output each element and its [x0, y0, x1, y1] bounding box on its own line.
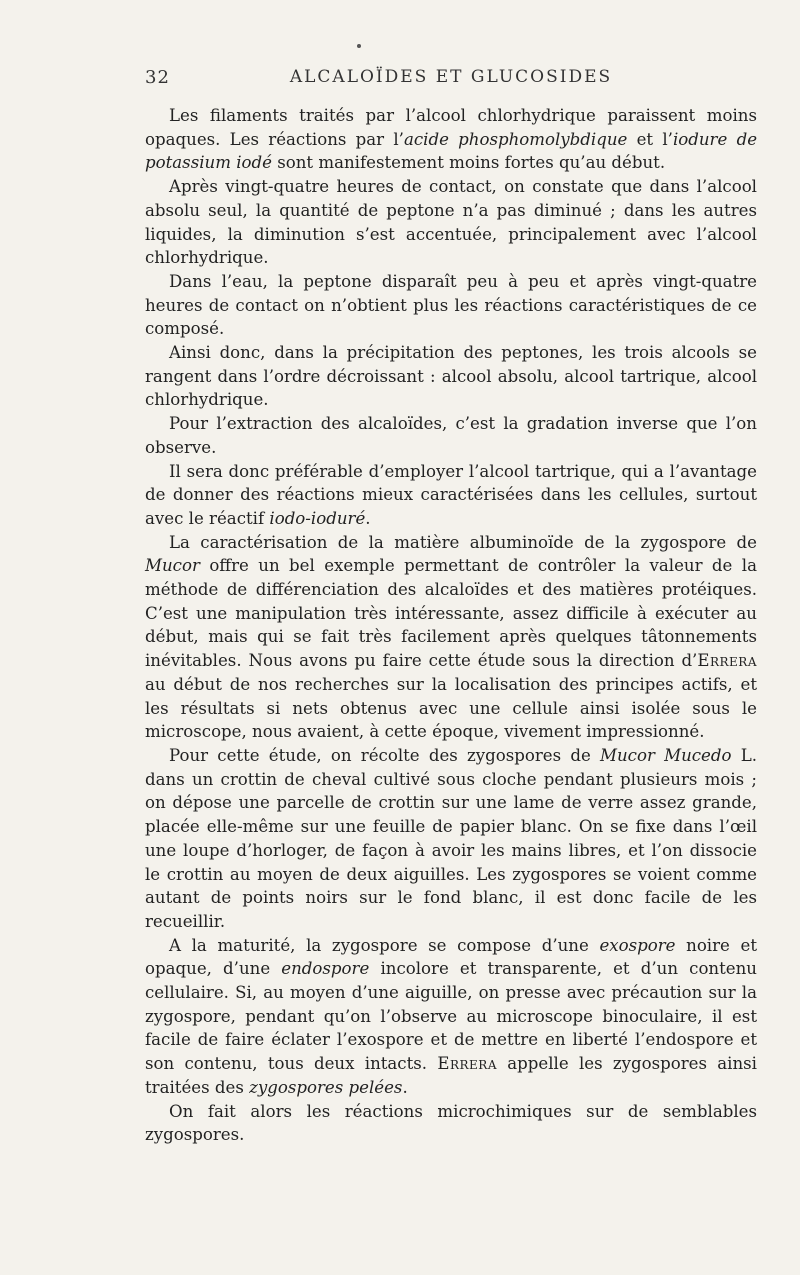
page-number: 32: [145, 67, 170, 88]
body-text: [145, 104, 757, 1147]
page-header: [145, 67, 757, 91]
running-title: ALCALOÏDES ET GLUCOSIDES: [289, 67, 613, 87]
paragraph-3: Dans l’eau, la peptone disparaît peu à peu et après vingt-quatre heures de contact on n’obtient plus les réactions caractéristiques de ce composé.: [145, 271, 757, 339]
paragraph-7: La caractérisation de la matière albuminoïde de la zygospore de Mucor offre un bel exemple permettant de contrôler la valeur de la méthode de différenciation des alcaloïdes et des matières protéiques. C’est une manipulation très intéressante, assez difficile à exécuter au début, mais qui se fait très facilement après quelques tâtonnements inévitables. Nous avons pu faire cette étude sous la direction d’Errera au début de nos recherches sur la localisation des principes actifs, et les résultats si nets obtenus avec une cellule ainsi isolée sous le microscope, nous avaient, à cette époque, vivement impressionné.: [145, 532, 757, 742]
paragraph-8: Pour cette étude, on récolte des zygospores de Mucor Mucedo L. dans un crottin de cheval cultivé sous cloche pendant plusieurs mois ; on dépose une parcelle de crottin sur une lame de verre assez grande, placée elle-même sur une feuille de papier blanc. On se fixe dans l’œil une loupe d’horloger, de façon à avoir les mains libres, et l’on dissocie le crottin au moyen de deux aiguilles. Les zygospores se voient comme autant de points noirs sur le fond blanc, il est donc facile de les recueillir.: [145, 745, 758, 931]
paragraph-4: Ainsi donc, dans la précipitation des peptones, les trois alcools se rangent dans l’ordre décroissant : alcool absolu, alcool tartrique, alcool chlorhydrique.: [145, 343, 757, 410]
paragraph-6: Il sera donc préférable d’employer l’alcool tartrique, qui a l’avantage de donner des réactions mieux caractérisées dans les cellules, surtout avec le réactif iodo-ioduré.: [145, 461, 757, 528]
paragraph-1: Les filaments traités par l’alcool chlorhydrique paraissent moins opaques. Les réactions par l’acide phosphomolybdique et l’iodure de potassium iodé sont manifestement moins fortes qu’au début.: [145, 106, 758, 173]
print-mark: [357, 44, 361, 48]
paragraph-5: Pour l’extraction des alcaloïdes, c’est la gradation inverse que l’on observe.: [145, 414, 757, 457]
paragraph-9: A la maturité, la zygospore se compose d’une exospore noire et opaque, d’une endospore incolore et transparente, et d’un contenu cellulaire. Si, au moyen d’une aiguille, on presse avec précaution sur la zygospore, pendant qu’on l’observe au microscope binoculaire, il est facile de faire éclater l’exospore et de mettre en liberté l’endospore et son contenu, tous deux intacts. Errera appelle les zygospores ainsi traitées des zygospores pelées.: [145, 935, 757, 1097]
paragraph-2: Après vingt-quatre heures de contact, on constate que dans l’alcool absolu seul, la quantité de peptone n’a pas diminué ; dans les autres liquides, la diminution s’est accentuée, principalement avec l’alcool chlorhydrique.: [145, 177, 757, 268]
paragraph-10: On fait alors les réactions microchimiques sur de semblables zygospores.: [145, 1101, 757, 1145]
author-name: Errera: [437, 1054, 497, 1074]
author-name: Errera: [697, 651, 757, 671]
